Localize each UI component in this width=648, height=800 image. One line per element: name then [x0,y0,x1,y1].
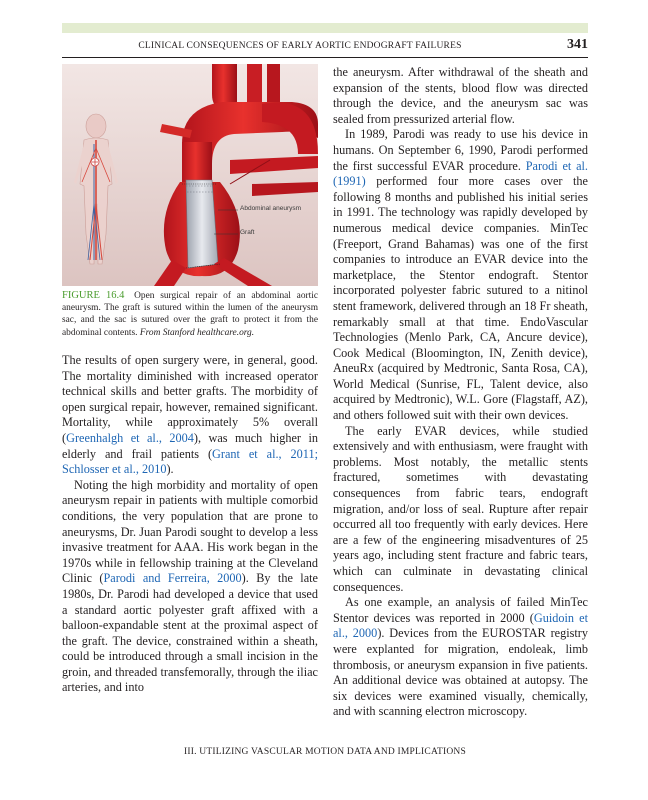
label-abdominal-aneurysm: Abdominal aneurysm [240,205,302,212]
paragraph-text: ), was much higher in elderly and frail patients ( [62,430,318,461]
running-footer: III. UTILIZING VASCULAR MOTION DATA AND IMPLICATIONS [184,747,466,757]
figure-illustration [62,64,318,286]
citation-link[interactable]: Greenhalgh et al., 2004 [66,430,194,445]
paragraph [62,353,318,478]
figure-number: FIGURE 16.4 [62,290,125,301]
figure-caption [62,290,318,339]
label-graft: Graft [240,229,255,236]
running-header [62,37,588,55]
top-color-band [62,23,588,33]
header-rule [62,57,588,58]
paragraph [333,595,588,720]
citation-link[interactable]: Grant et al., 2011; Schlosser et al., 2010 [62,446,318,477]
paragraph-text: ). [166,462,174,477]
paragraph [333,127,588,423]
page-number: 341 [567,37,588,52]
citation-link[interactable]: Parodi et al. (1991) [333,158,588,189]
paragraph-text: The results of open surgery were, in general, good. The mortality diminished with increased operator technical skills and better grafts. The morbidity of open surgical repair, however, remained significant. Mortality, while approximately 5% overall ( [62,353,318,445]
citation-link[interactable]: Guidoin et al., 2000 [333,610,588,641]
citation-link[interactable]: Parodi and Ferreira, 2000 [103,571,242,586]
aorta-illustration [62,64,318,286]
figure-caption-text: Open surgical repair of an abdominal aortic aneurysm. The graft is sutured within the lumen of the aneurysm sac, and the sac is sutured over the graft to protect it from the abdominal contents. [62,291,319,338]
left-column [62,353,318,696]
right-column [333,65,588,720]
paragraph-text: Noting the high morbidity and mortality of open aneurysm repair in patients with multiple comorbid conditions, the very population that are prone to aneurysms, Dr. Juan Parodi sought to develop a less invasive treatment for AAA. His work began in the 1970s while in fellowship training at the Cleveland Clinic ( [62,477,318,586]
running-title: CLINICAL CONSEQUENCES OF EARLY AORTIC ENDOGRAFT FAILURES [138,41,462,51]
paragraph: The early EVAR devices, while studied extensively and with enthusiasm, were fraught with problems. Most notably, the metallic stents fractured, sometimes with devastating consequences from fabric tears, endograft migration, and/or loss of seal. Rupture after repair occurred all too frequently with early devices. Here are a few of the engineering misadventures of 25 years ago, including stent fracture and fabric tears, which can culminate in devastating clinical consequences. [333,423,588,594]
paragraph-text: As one example, an analysis of failed MinTec Stentor devices was reported in 2000 ( [333,595,588,625]
paragraph-text: ). By the late 1980s, Dr. Parodi had developed a device that used a standard aortic polyester graft affixed with a balloon-expandable stent at the proximal aspect of the graft. The device, constrained within a sheath, could be introduced through a small incision in the groin, and threaded transfemorally, through the iliac arteries, and into [62,571,318,695]
paragraph-text: ). Devices from the EUROSTAR registry were explanted for migration, endoleak, limb thrombosis, or aneurysm expansion in five patients. An additional device was obtained at autopsy. The six devices were examined visually, chemically, and with scanning electron microscopy. [333,626,588,719]
paragraph: the aneurysm. After withdrawal of the sheath and expansion of the stents, blood flow was directed through the device, and the aneurysm sac was sealed from pressurized arterial flow. [333,65,588,126]
paragraph-text: In 1989, Parodi was ready to use his device in humans. On September 6, 1990, Parodi performed the first successful EVAR procedure. [333,127,588,173]
figure-source: From Stanford healthcare.org. [139,327,255,338]
paragraph [62,478,318,696]
paragraph-text: performed four more cases over the following 8 months and published his initial series in 1991. The technology was rapidly developed by numerous medical device companies. MinTec (Freeport, Grand Bahamas) was one of the first companies to introduce an EVAR device into the marketplace, the Stentor endograft. Stentor incorporated polyester fabric sutured to a nitinol stent framework, delivered through an 18 Fr sheath, remarkably small at that time. EndoVascular Technologies (Menlo Park, CA, Ancure device), Cook Medical (Bloomington, IN, Zenith device), AneuRx (acquired by Medtronic, Santa Rosa, CA), World Medical (Sunrise, FL, Talent device, also acquired by Medtronic), W.L. Gore (Flagstaff, AZ), and others followed suit with their own devices. [333,174,588,423]
